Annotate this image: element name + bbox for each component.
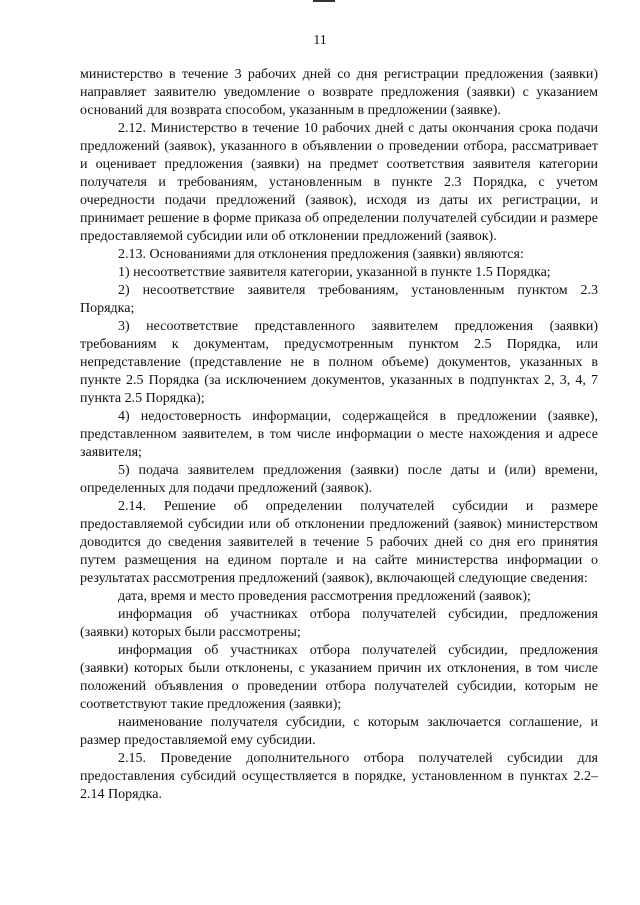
paragraph-2-12: 2.12. Министерство в течение 10 рабочих дней с даты окончания срока подачи предложений (заявок), указанного в объявлении о проведении отбора, рассматривает и оценивает предложения (заявки) на предмет соответствия заявителя категории получателя и требованиям, установленным в пункте 2.3 Порядка, с учетом очередности подачи предложений (заявок), исходя из даты их регистрации, и принимает решение в форме приказа об определении получателей субсидии и размере предоставляемой субсидии или об отклонении предложений (заявок).: [80, 121, 598, 244]
paragraph-return-notice: министерство в течение 3 рабочих дней со дня регистрации предложения (заявки) направляет заявителю уведомление о возврате предложения (заявки) с указанием оснований для возврата способом, указанным в предложении (заявке).: [80, 67, 598, 118]
page-number: 11: [313, 33, 327, 48]
list-item-2-13-5: 5) подача заявителем предложения (заявки) после даты и (или) времени, определенных для подачи предложений (заявок).: [80, 463, 598, 496]
document-body: [80, 66, 598, 804]
list-item-2-14-recipient: наименование получателя субсидии, с которым заключается соглашение, и размер предоставляемой ему субсидии.: [80, 715, 598, 748]
list-item-2-13-3: 3) несоответствие представленного заявителем предложения (заявки) требованиям к документам, предусмотренным пунктом 2.5 Порядка, или непредставление (представление не в полном объеме) документов, указанных в пункте 2.5 Порядка (за исключением документов, указанных в подпунктах 2, 3, 4, 7 пункта 2.5 Порядка);: [80, 319, 598, 406]
list-item-2-13-4: 4) недостоверность информации, содержащейся в предложении (заявке), представленном заявителем, в том числе информации о месте нахождения и адресе заявителя;: [80, 409, 598, 460]
list-item-2-14-reviewed: информация об участниках отбора получателей субсидии, предложения (заявки) которых были рассмотрены;: [80, 607, 598, 640]
top-edge-mark: [313, 0, 335, 2]
paragraph-2-14: 2.14. Решение об определении получателей субсидии и размере предоставляемой субсидии или об отклонении предложений (заявок) министерством доводится до сведения заявителей в течение 5 рабочих дней со дня его принятия путем размещения на едином портале и на сайте министерства информации о результатах рассмотрения предложений (заявок), включающей следующие сведения:: [80, 499, 598, 586]
list-item-2-14-rejected: информация об участниках отбора получателей субсидии, предложения (заявки) которых были отклонены, с указанием причин их отклонения, в том числе положений объявления о проведении отбора получателей субсидии, которым не соответствуют такие предложения (заявки);: [80, 643, 598, 712]
paragraph-2-13: 2.13. Основаниями для отклонения предложения (заявки) являются:: [118, 247, 524, 262]
list-item-2-13-2: 2) несоответствие заявителя требованиям, установленным пунктом 2.3 Порядка;: [80, 283, 598, 316]
list-item-2-13-1: 1) несоответствие заявителя категории, указанной в пункте 1.5 Порядка;: [118, 265, 551, 280]
paragraph-2-15: 2.15. Проведение дополнительного отбора получателей субсидии для предоставления субсидий осуществляется в порядке, установленном в пунктах 2.2–2.14 Порядка.: [80, 751, 598, 802]
list-item-2-14-date: дата, время и место проведения рассмотрения предложений (заявок);: [118, 589, 531, 604]
